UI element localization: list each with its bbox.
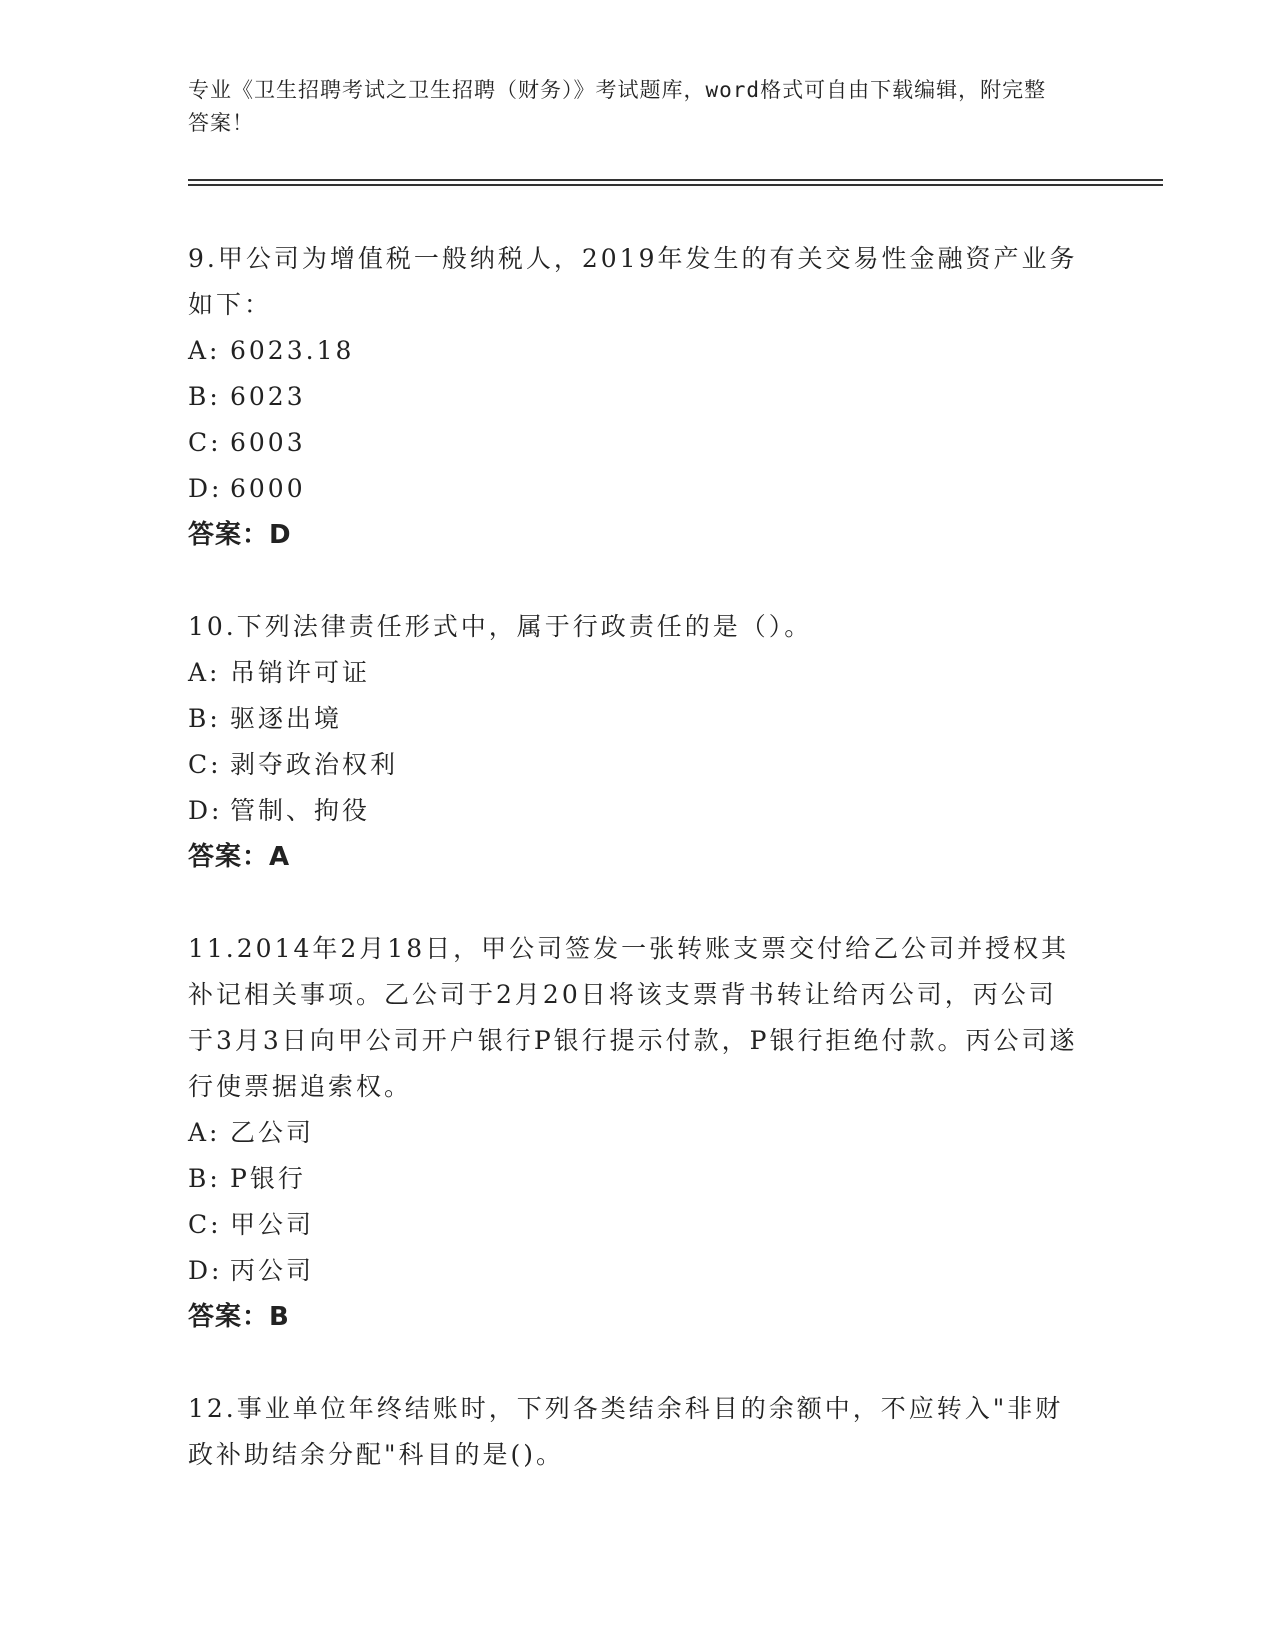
option-label: C: [188,750,222,779]
option-b [188,1156,1078,1202]
option-label: B: [188,704,221,733]
option-value: P银行 [230,1164,306,1193]
question-9 [188,236,1078,558]
option-label: A: [188,336,221,365]
option-value: 6023 [230,382,306,411]
option-value: 吊销许可证 [230,658,371,687]
option-value: 乙公司 [230,1118,315,1147]
document-header: 专业《卫生招聘考试之卫生招聘（财务）》考试题库，word格式可自由下载编辑，附完整答案！ [188,78,1047,135]
header-divider-top [188,179,1163,181]
option-label: B: [188,1164,221,1193]
option-a [188,328,1078,374]
option-label: C: [188,1210,222,1239]
option-label: A: [188,658,221,687]
question-10 [188,604,1078,880]
option-d [188,1248,1078,1294]
option-value: 驱逐出境 [230,704,343,733]
option-value: 管制、拘役 [230,796,371,825]
option-label: B: [188,382,221,411]
answer-line: 答案：A [188,842,291,872]
option-label: D: [188,1256,223,1285]
option-value: 6023.18 [230,336,355,365]
option-label: D: [188,796,223,825]
answer-line: 答案：B [188,1302,290,1332]
option-d [188,788,1078,834]
option-value: 甲公司 [230,1210,315,1239]
option-label: A: [188,1118,221,1147]
option-c [188,420,1078,466]
option-d [188,466,1078,512]
question-12 [188,1386,1078,1478]
question-text: 10.下列法律责任形式中，属于行政责任的是（）。 [188,612,813,641]
option-value: 丙公司 [230,1256,315,1285]
option-value: 6003 [230,428,306,457]
answer-line: 答案：D [188,520,292,550]
option-b [188,696,1078,742]
option-value: 剥夺政治权利 [230,750,399,779]
option-a [188,650,1078,696]
question-text: 9.甲公司为增值税一般纳税人，2019年发生的有关交易性金融资产业务如下： [188,244,1078,319]
option-value: 6000 [230,474,306,503]
option-label: D: [188,474,223,503]
option-c [188,742,1078,788]
question-text: 12.事业单位年终结账时，下列各类结余科目的余额中，不应转入"非财政补助结余分配"科目的是()。 [188,1394,1064,1469]
question-11 [188,926,1078,1340]
option-b [188,374,1078,420]
option-label: C: [188,428,222,457]
question-text: 11.2014年2月18日，甲公司签发一张转账支票交付给乙公司并授权其补记相关事项。乙公司于2月20日将该支票背书转让给丙公司，丙公司于3月3日向甲公司开户银行P银行提示付款，P银行拒绝付款。丙公司遂行使票据追索权。 [188,934,1078,1101]
header-divider-bottom [188,184,1163,186]
option-a [188,1110,1078,1156]
option-c [188,1202,1078,1248]
